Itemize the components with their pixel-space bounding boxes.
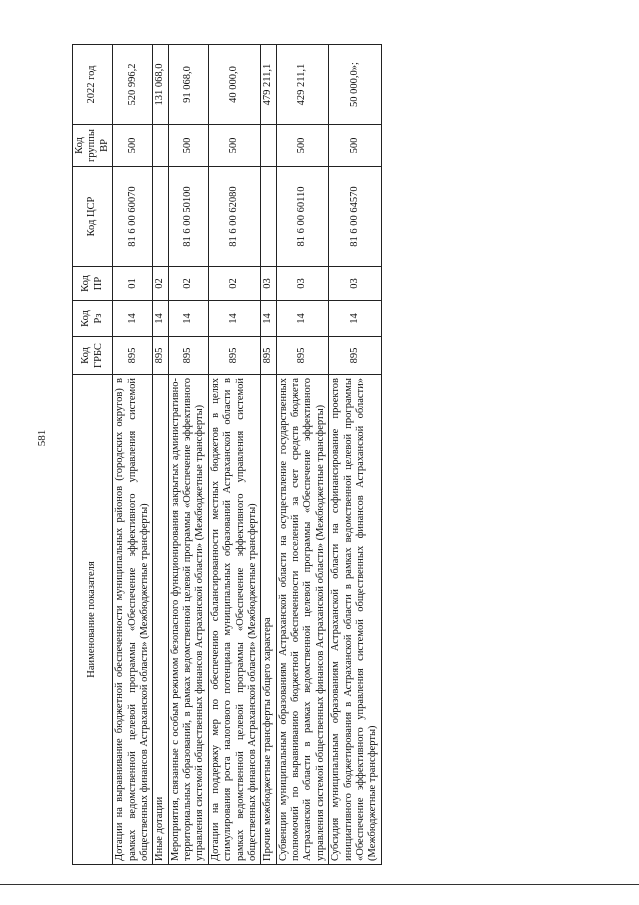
- table-row: [329, 45, 382, 865]
- cell-csr: 81 6 00 60110: [276, 167, 329, 267]
- table-header-row: [73, 45, 113, 865]
- cell-grbs: 895: [261, 337, 276, 375]
- cell-vr: 500: [168, 125, 208, 167]
- cell-csr: [261, 167, 276, 267]
- bottom-rule: [0, 884, 639, 885]
- cell-rz: 14: [168, 301, 208, 337]
- cell-csr: [153, 167, 168, 267]
- cell-csr: 81 6 00 64570: [329, 167, 382, 267]
- cell-pr: 02: [208, 267, 261, 301]
- cell-2022: 479 211,1: [261, 45, 276, 125]
- cell-rz: 14: [329, 301, 382, 337]
- cell-name: Прочие межбюджетные трансферты общего характера: [261, 375, 276, 865]
- budget-table: [72, 44, 382, 865]
- cell-2022: 40 000,0: [208, 45, 261, 125]
- cell-pr: 03: [276, 267, 329, 301]
- cell-pr: 03: [261, 267, 276, 301]
- table-row: [261, 45, 276, 865]
- cell-rz: 14: [153, 301, 168, 337]
- cell-grbs: 895: [208, 337, 261, 375]
- cell-csr: 81 6 00 60070: [113, 167, 153, 267]
- header-csr: Код ЦСР: [73, 167, 113, 267]
- table-row: [276, 45, 329, 865]
- cell-vr: [261, 125, 276, 167]
- cell-grbs: 895: [153, 337, 168, 375]
- cell-vr: 500: [276, 125, 329, 167]
- cell-2022: 429 211,1: [276, 45, 329, 125]
- cell-rz: 14: [113, 301, 153, 337]
- cell-grbs: 895: [276, 337, 329, 375]
- cell-grbs: 895: [329, 337, 382, 375]
- cell-vr: 500: [113, 125, 153, 167]
- cell-name: Субсидия муниципальным образованиям Астраханской области на софинансирование проектов инициативного бюджетирования в Астраханской области в рамках ведомственной целевой программы «Обеспечение эффективного управления системой общественных финансов Астраханской области» (Межбюджетные трансферты): [329, 375, 382, 865]
- page-number: 581: [36, 429, 48, 447]
- table-row: [208, 45, 261, 865]
- cell-name: Иные дотации: [153, 375, 168, 865]
- cell-vr: [153, 125, 168, 167]
- cell-pr: 01: [113, 267, 153, 301]
- cell-name: Мероприятия, связанные с особым режимом безопасного функционирования закрытых административно-территориальных образований, в рамках ведомственной целевой программы «Обеспечение эффективного управления системой общественных финансов Астраханской области» (Межбюджетные трансферты): [168, 375, 208, 865]
- cell-rz: 14: [208, 301, 261, 337]
- rotated-table-container: [72, 45, 542, 865]
- cell-rz: 14: [261, 301, 276, 337]
- cell-csr: 81 6 00 62080: [208, 167, 261, 267]
- cell-vr: 500: [208, 125, 261, 167]
- cell-vr: 500: [329, 125, 382, 167]
- cell-csr: 81 6 00 50100: [168, 167, 208, 267]
- cell-grbs: 895: [113, 337, 153, 375]
- header-grbs: Код ГРБС: [73, 337, 113, 375]
- cell-2022: 131 068,0: [153, 45, 168, 125]
- header-pr: Код ПР: [73, 267, 113, 301]
- header-2022: 2022 год: [73, 45, 113, 125]
- cell-2022: 50 000,0»;: [329, 45, 382, 125]
- header-name: Наименование показателя: [73, 375, 113, 865]
- table-row: [113, 45, 153, 865]
- cell-pr: 03: [329, 267, 382, 301]
- table-row: [153, 45, 168, 865]
- cell-name: Дотации на поддержку мер по обеспечению сбалансированности местных бюджетов в целях стимулирования роста налогового потенциала муниципальных образований Астраханской области в рамках ведомственной целевой программы «Обеспечение эффективного управления системой общественных финансов Астраханской области» (Межбюджетные трансферты): [208, 375, 261, 865]
- header-rz: Код Рз: [73, 301, 113, 337]
- cell-2022: 91 068,0: [168, 45, 208, 125]
- cell-pr: 02: [168, 267, 208, 301]
- header-vr: Код группы ВР: [73, 125, 113, 167]
- cell-grbs: 895: [168, 337, 208, 375]
- table-row: [168, 45, 208, 865]
- cell-name: Дотации на выравнивание бюджетной обеспеченности муниципальных районов (городских округов) в рамках ведомственной целевой программы «Обеспечение эффективного управления системой общественных финансов Астраханской области» (Межбюджетные трансферты): [113, 375, 153, 865]
- cell-2022: 520 996,2: [113, 45, 153, 125]
- cell-rz: 14: [276, 301, 329, 337]
- cell-pr: 02: [153, 267, 168, 301]
- cell-name: Субвенции муниципальным образованиям Астраханской области на осуществление государственных полномочий по выравниванию бюджетной обеспеченности поселений за счет средств бюджета Астраханской области в рамках ведомственной целевой программы «Обеспечение эффективного управления системой общественных финансов Астраханской области» (Межбюджетные трансферты): [276, 375, 329, 865]
